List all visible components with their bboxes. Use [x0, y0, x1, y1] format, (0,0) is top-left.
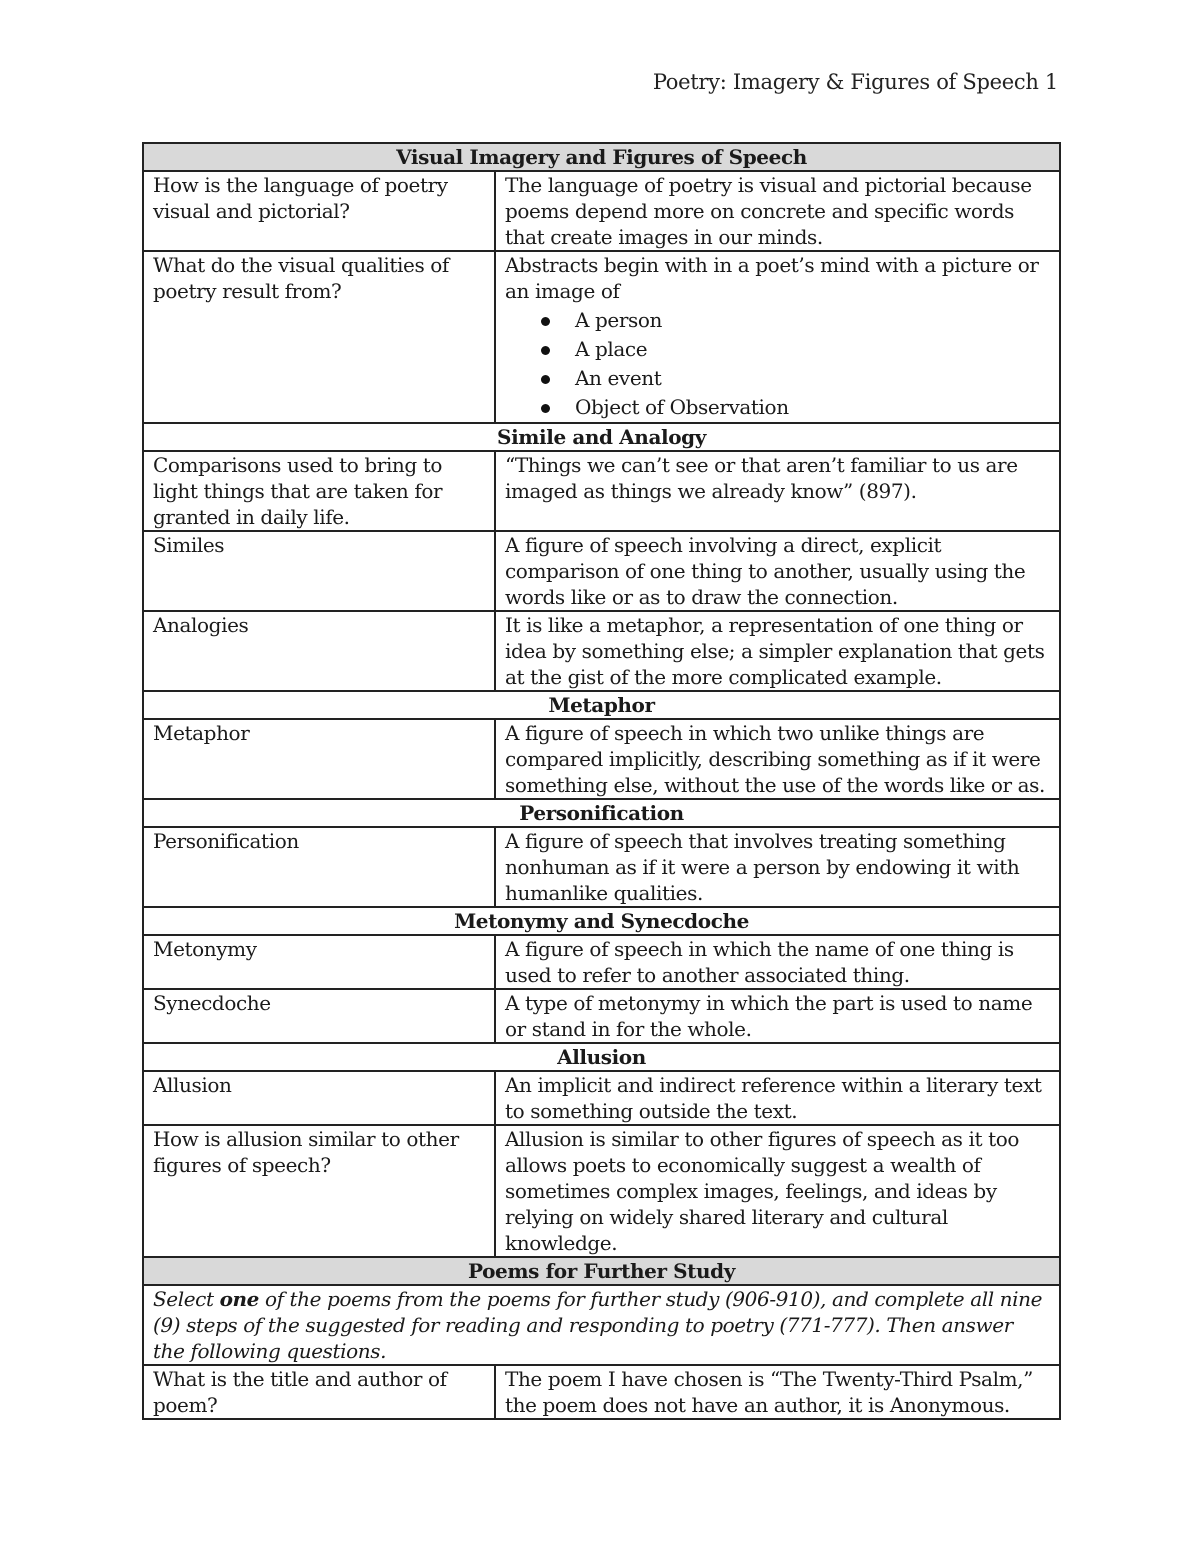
section-title: Simile and Analogy — [143, 423, 1060, 451]
question-cell: What is the title and author of poem? — [143, 1365, 495, 1419]
section-title: Metonymy and Synecdoche — [143, 907, 1060, 935]
table-row — [143, 1125, 1060, 1257]
answer-cell: It is like a metaphor, a representation of one thing or idea by something else; a simpler explanation that gets at the gist of the more complicated example. — [495, 611, 1060, 691]
section-title: Metaphor — [143, 691, 1060, 719]
instruction-text: Select — [153, 1287, 220, 1311]
answer-cell: A figure of speech in which the name of one thing is used to refer to another associated thing. — [495, 935, 1060, 989]
section-title: Allusion — [143, 1043, 1060, 1071]
question-cell: Similes — [143, 531, 495, 611]
instruction-row — [143, 1285, 1060, 1365]
question-cell: Analogies — [143, 611, 495, 691]
table-row — [143, 1071, 1060, 1125]
instruction-cell — [143, 1285, 1060, 1365]
list-item: Object of Observation — [575, 393, 1050, 422]
table-row — [143, 611, 1060, 691]
section-header-visual-imagery — [143, 143, 1060, 171]
list-item: A person — [575, 306, 1050, 335]
section-header-poems-further-study — [143, 1257, 1060, 1285]
question-cell: How is the language of poetry visual and pictorial? — [143, 171, 495, 251]
answer-cell: A figure of speech involving a direct, explicit comparison of one thing to another, usually using the words like or as to draw the connection. — [495, 531, 1060, 611]
instruction-text: of the poems from the poems for further study (906-910), and complete all nine (9) steps of the suggested for reading and responding to poetry (771-777). Then answer the following questions. — [153, 1287, 1043, 1363]
table-row — [143, 451, 1060, 531]
answer-cell: A type of metonymy in which the part is used to name or stand in for the whole. — [495, 989, 1060, 1043]
section-header-personification — [143, 799, 1060, 827]
section-title: Poems for Further Study — [143, 1257, 1060, 1285]
section-header-simile-analogy — [143, 423, 1060, 451]
question-cell: Allusion — [143, 1071, 495, 1125]
question-cell: Personification — [143, 827, 495, 907]
table-row — [143, 171, 1060, 251]
answer-cell: Allusion is similar to other figures of speech as it too allows poets to economically suggest a wealth of sometimes complex images, feelings, and ideas by relying on widely shared literary and cultural knowledge. — [495, 1125, 1060, 1257]
answer-cell: A figure of speech in which two unlike things are compared implicitly, describing something as if it were something else, without the use of the words like or as. — [495, 719, 1060, 799]
question-cell: How is allusion similar to other figures of speech? — [143, 1125, 495, 1257]
instruction-emphasis: one — [219, 1287, 259, 1311]
list-item: An event — [575, 364, 1050, 393]
question-cell: Synecdoche — [143, 989, 495, 1043]
bullet-list — [505, 306, 1050, 422]
figures-of-speech-table — [142, 142, 1061, 1420]
question-cell: Metonymy — [143, 935, 495, 989]
question-cell: Metaphor — [143, 719, 495, 799]
table-row — [143, 251, 1060, 423]
table-row — [143, 719, 1060, 799]
answer-cell — [495, 251, 1060, 423]
running-head: Poetry: Imagery & Figures of Speech 1 — [652, 70, 1058, 94]
section-title: Personification — [143, 799, 1060, 827]
table-row — [143, 1365, 1060, 1419]
section-header-metaphor — [143, 691, 1060, 719]
section-header-allusion — [143, 1043, 1060, 1071]
answer-cell: The poem I have chosen is “The Twenty-Third Psalm,” the poem does not have an author, it is Anonymous. — [495, 1365, 1060, 1419]
answer-cell: The language of poetry is visual and pictorial because poems depend more on concrete and specific words that create images in our minds. — [495, 171, 1060, 251]
answer-cell: An implicit and indirect reference within a literary text to something outside the text. — [495, 1071, 1060, 1125]
question-cell: What do the visual qualities of poetry result from? — [143, 251, 495, 423]
answer-cell: A figure of speech that involves treating something nonhuman as if it were a person by endowing it with humanlike qualities. — [495, 827, 1060, 907]
list-item: A place — [575, 335, 1050, 364]
section-title: Visual Imagery and Figures of Speech — [143, 143, 1060, 171]
table-row — [143, 531, 1060, 611]
answer-text: Abstracts begin with in a poet’s mind with a picture or an image of — [505, 253, 1039, 303]
question-cell: Comparisons used to bring to light things that are taken for granted in daily life. — [143, 451, 495, 531]
table-row — [143, 827, 1060, 907]
table-row — [143, 935, 1060, 989]
answer-cell: “Things we can’t see or that aren’t familiar to us are imaged as things we already know” (897). — [495, 451, 1060, 531]
table-row — [143, 989, 1060, 1043]
section-header-metonymy-synecdoche — [143, 907, 1060, 935]
